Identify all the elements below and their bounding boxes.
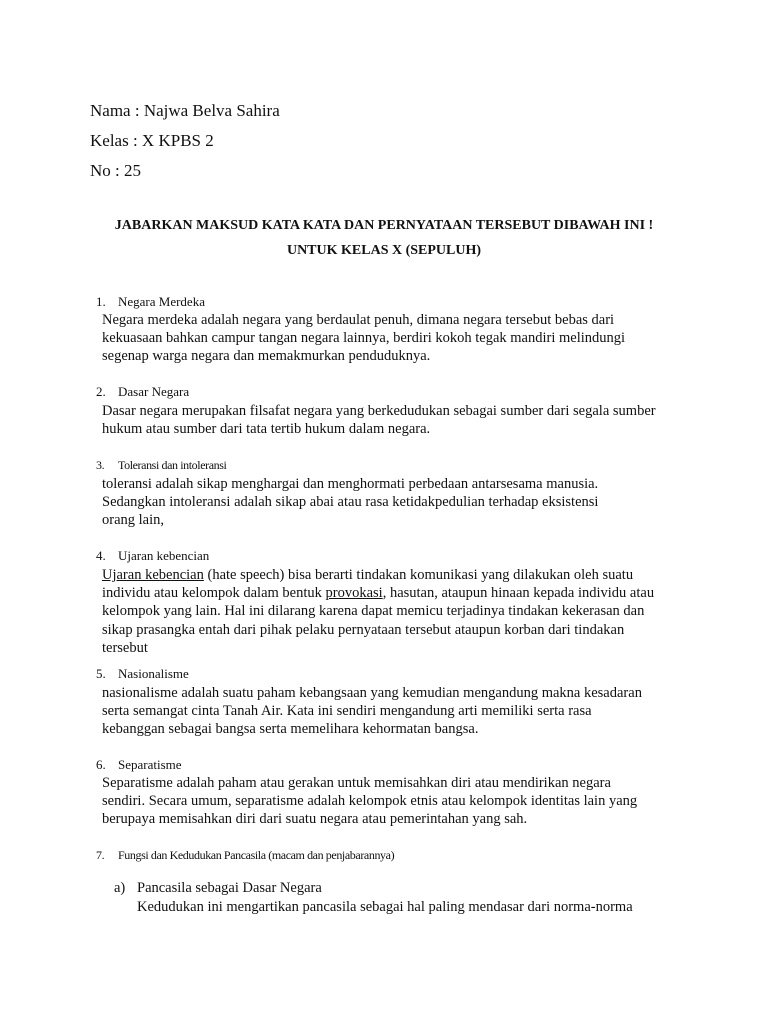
body-text-segment: , hasutan, ataupun hinaan kepada individu atau (382, 585, 655, 602)
item-number: 4. (96, 548, 106, 563)
item-number: 6. (96, 757, 106, 772)
student-class: Kelas : X KPBS 2 (90, 131, 214, 150)
body-line: Dasar negara merupakan filsafat negara yang berkedudukan sebagai sumber dari segala sumber (102, 403, 656, 419)
assignment-heading: JABARKAN MAKSUD KATA KATA DAN PERNYATAAN TERSEBUT DIBAWAH INI ! (114, 218, 654, 233)
item-number: 2. (96, 384, 106, 399)
provokasi-link[interactable]: provokasi (325, 585, 383, 602)
item-7a-title (114, 880, 322, 897)
item-1-title (96, 294, 205, 310)
sub-item-letter: a) (114, 880, 126, 896)
ujaran-kebencian-link[interactable]: Ujaran kebencian (102, 567, 204, 583)
item-2-title (96, 384, 189, 400)
item-title-text: Toleransi dan intoleransi (118, 458, 227, 472)
body-line: nasionalisme adalah suatu paham kebangsaan yang kemudian mengandung makna kesadaran (102, 685, 642, 701)
item-title-text: Separatisme (118, 757, 182, 772)
student-number: No : 25 (90, 161, 141, 180)
item-4-title (96, 548, 209, 564)
body-line (102, 566, 722, 584)
item-6-body (102, 774, 722, 829)
body-line: hukum atau sumber dari tata tertib hukum dalam negara. (102, 421, 431, 438)
item-3-title (96, 458, 226, 473)
item-4-body (102, 566, 722, 657)
item-title-text: Fungsi dan Kedudukan Pancasila (macam dan penjabarannya) (118, 848, 395, 862)
item-3-body (102, 475, 722, 530)
item-5-body (102, 684, 722, 739)
body-text-segment: individu atau kelompok dalam bentuk (102, 585, 326, 602)
item-title-text: Negara Merdeka (118, 294, 205, 309)
item-2-body (102, 402, 722, 438)
item-number: 5. (96, 666, 106, 681)
item-7-title (96, 848, 394, 863)
body-line: serta semangat cinta Tanah Air. Kata ini sendiri mengandung arti memiliki serta rasa (102, 703, 592, 720)
body-line: Negara merdeka adalah negara yang berdaulat penuh, dimana negara tersebut bebas dari (102, 312, 615, 328)
body-line: toleransi adalah sikap menghargai dan menghormati perbedaan antarsesama manusia. (102, 476, 599, 492)
body-line: kekuasaan bahkan campur tangan negara lainnya, berdiri kokoh tegak mandiri melindungi (102, 330, 626, 347)
item-title-text: Dasar Negara (118, 384, 190, 399)
body-line: kelompok yang lain. Hal ini dilarang karena dapat memicu terjadinya tindakan kekerasan dan (102, 603, 645, 620)
body-line: orang lain, (102, 512, 165, 529)
sub-item-title-text: Pancasila sebagai Dasar Negara (137, 880, 322, 896)
item-7a-body: Kedudukan ini mengartikan pancasila sebagai hal paling mendasar dari norma-norma (137, 899, 633, 915)
body-line (102, 584, 722, 602)
body-line: kebanggan sebagai bangsa serta memelihara kehormatan bangsa. (102, 721, 479, 738)
body-line: Sedangkan intoleransi adalah sikap abai atau rasa ketidakpedulian terhadap eksistensi (102, 494, 599, 511)
body-line: Separatisme adalah paham atau gerakan untuk memisahkan diri atau mendirikan negara (102, 775, 611, 791)
item-6-title (96, 757, 182, 773)
body-line: tersebut (102, 639, 148, 656)
body-line: sikap prasangka entah dari pihak pelaku pernyataan tersebut ataupun korban dari tindakan (102, 621, 625, 638)
body-line: sendiri. Secara umum, separatisme adalah kelompok etnis atau kelompok identitas lain yang (102, 793, 638, 810)
item-5-title (96, 666, 189, 682)
item-1-body (102, 311, 722, 366)
body-line: berupaya memisahkan diri dari suatu negara atau pemerintahan yang sah. (102, 811, 528, 828)
assignment-subheading: UNTUK KELAS X (SEPULUH) (286, 243, 482, 258)
item-number: 7. (96, 848, 105, 862)
item-title-text: Ujaran kebencian (118, 548, 210, 563)
student-name: Nama : Najwa Belva Sahira (90, 101, 280, 120)
item-number: 1. (96, 294, 106, 309)
item-number: 3. (96, 458, 105, 472)
item-title-text: Nasionalisme (118, 666, 189, 681)
body-line: segenap warga negara dan memakmurkan penduduknya. (102, 348, 431, 365)
body-text-segment: (hate speech) bisa berarti tindakan komunikasi yang dilakukan oleh suatu (203, 567, 634, 583)
